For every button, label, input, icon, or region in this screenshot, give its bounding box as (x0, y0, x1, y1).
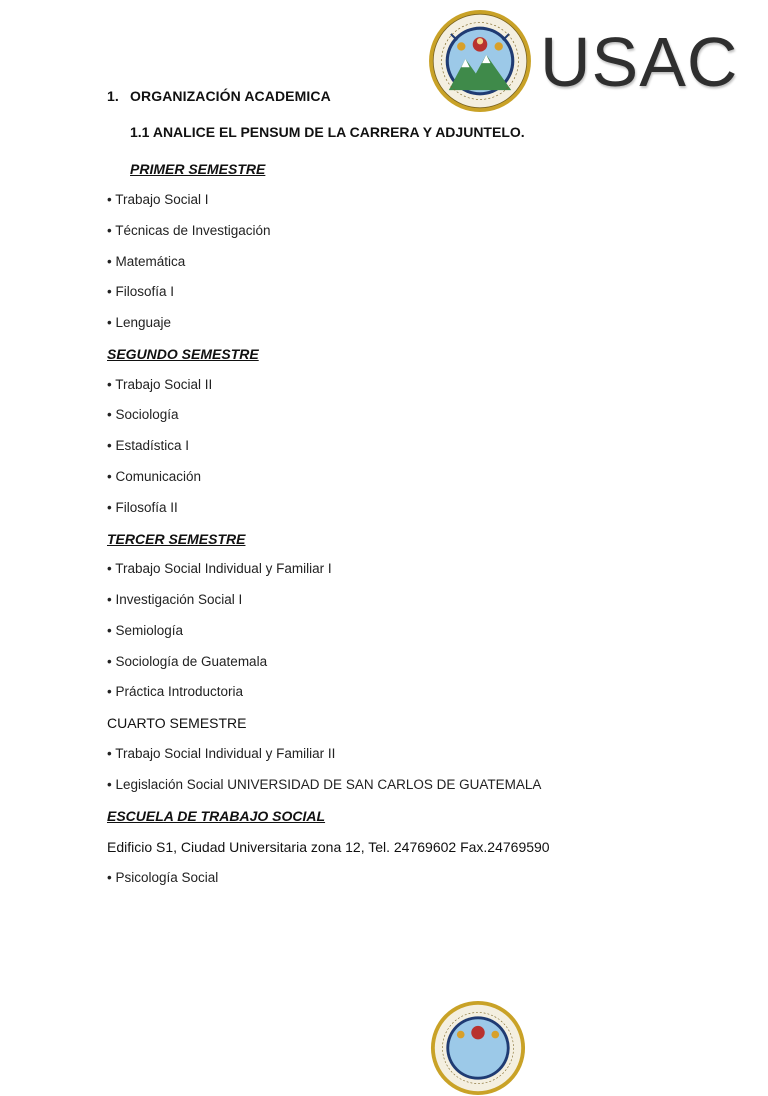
school-title: ESCUELA DE TRABAJO SOCIAL (107, 808, 326, 824)
course-item: • Investigación Social I (107, 592, 243, 607)
course-item: • Sociología (107, 407, 179, 422)
course-item: • Práctica Introductoria (107, 684, 244, 699)
course-item: • Filosofía I (107, 284, 174, 299)
course-item: • Semiología (107, 623, 184, 638)
course-item: • Matemática (107, 254, 186, 269)
subsection-heading: 1.1 ANALICE EL PENSUM DE LA CARRERA Y ADJUNTELO. (130, 124, 525, 140)
section-title: ORGANIZACIÓN ACADEMICA (130, 88, 331, 104)
course-item: • Legislación Social UNIVERSIDAD DE SAN CARLOS DE GUATEMALA (107, 777, 542, 792)
semester-title-cuarto: CUARTO SEMESTRE (107, 715, 247, 731)
course-item: • Trabajo Social II (107, 377, 213, 392)
semester-title-tercer: TERCER SEMESTRE (107, 531, 246, 547)
section-heading (107, 88, 331, 104)
course-item: • Psicología Social (107, 870, 219, 885)
course-item: • Sociología de Guatemala (107, 654, 268, 669)
semester-title-segundo: SEGUNDO SEMESTRE (107, 346, 259, 362)
school-address: Edificio S1, Ciudad Universitaria zona 12, Tel. 24769602 Fax.24769590 (107, 839, 550, 855)
course-item: • Trabajo Social I (107, 192, 209, 207)
university-seal-bottom-icon (430, 1000, 526, 1096)
course-item: • Comunicación (107, 469, 202, 484)
course-item: • Filosofía II (107, 500, 178, 515)
usac-wordmark: USAC (540, 23, 739, 101)
semester-title-primer: PRIMER SEMESTRE (130, 161, 266, 177)
course-item: • Trabajo Social Individual y Familiar II (107, 746, 336, 761)
course-item: • Técnicas de Investigación (107, 223, 271, 238)
course-item: • Estadística I (107, 438, 190, 453)
university-seal-icon (428, 9, 532, 113)
course-item: • Trabajo Social Individual y Familiar I (107, 561, 332, 576)
section-number: 1. (107, 88, 119, 104)
course-item: • Lenguaje (107, 315, 172, 330)
